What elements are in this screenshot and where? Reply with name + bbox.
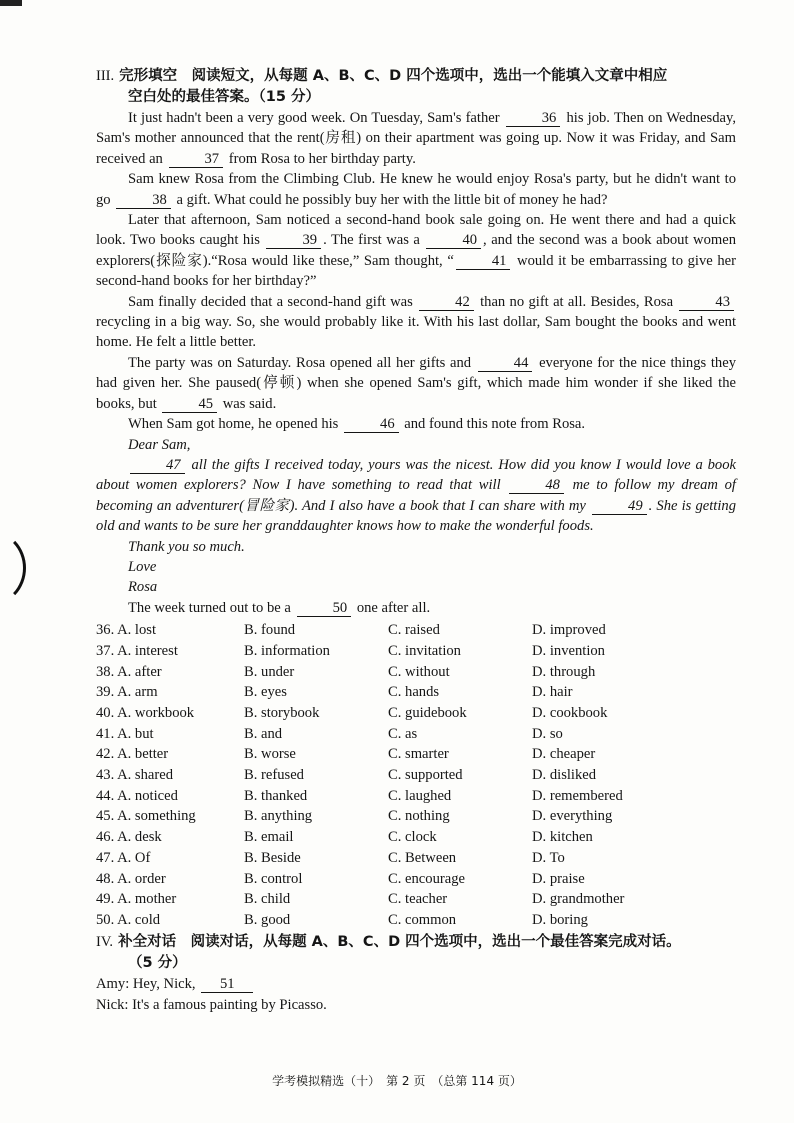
blank-44: 44 (478, 356, 533, 372)
option-b: B. email (244, 829, 294, 846)
letter-greeting: Dear Sam, (128, 436, 191, 453)
option-c: C. teacher (388, 891, 448, 908)
section-4-title-line1: 补全对话 阅读对话，从每题 A、B、C、D 四个选项中，选出一个最佳答案完成对话。 (113, 933, 681, 950)
answer-options (96, 620, 736, 931)
blank-43: 43 (679, 295, 734, 311)
option-row (96, 724, 736, 745)
page-footer: 学考模拟精选（十） 第 2 页 （总第 114 页） (272, 1074, 522, 1088)
option-a: 47. A. Of (96, 849, 151, 866)
option-row (96, 641, 736, 662)
paragraph-5 (96, 353, 736, 414)
text: would it be embarrassing to give her second-hand books for her birthday?” (96, 252, 736, 290)
dialog-line-nick: Nick: It's a famous painting by Picasso. (96, 996, 327, 1013)
text: . She is getting old and wants to be sure her granddaughter knows how to make the wonderful foods. (96, 497, 736, 535)
option-b: B. worse (244, 746, 296, 763)
option-b: B. anything (244, 808, 313, 825)
option-c: C. common (388, 912, 457, 928)
option-c: C. clock (388, 829, 437, 846)
option-row (96, 744, 736, 765)
text: was said. (222, 395, 277, 412)
option-d: D. so (532, 725, 563, 742)
option-b: B. under (244, 663, 295, 680)
paragraph-1 (96, 108, 736, 169)
letter-thanks: Thank you so much. (128, 538, 245, 555)
option-d: D. everything (532, 808, 613, 825)
option-row (96, 910, 736, 931)
blank-37: 37 (169, 152, 224, 168)
option-c: C. encourage (388, 870, 465, 887)
option-c: C. guidebook (388, 704, 467, 721)
letter-body (96, 455, 736, 537)
option-c: C. without (388, 663, 450, 680)
option-row (96, 786, 736, 807)
text: from Rosa to her birthday party. (228, 150, 416, 167)
option-a: 43. A. shared (96, 767, 174, 784)
option-d: D. remembered (532, 787, 623, 804)
text: The week turned out to be a (128, 599, 291, 616)
dialog (96, 974, 736, 1016)
option-a: 36. A. lost (96, 622, 157, 639)
option-a: 40. A. workbook (96, 704, 195, 721)
option-row (96, 662, 736, 683)
page-content (96, 66, 736, 1016)
option-a: 46. A. desk (96, 829, 162, 846)
text: The party was on Saturday. Rosa opened all her gifts and (128, 354, 472, 371)
option-c: C. hands (388, 684, 440, 701)
binding-bracket-mark (0, 530, 26, 606)
option-d: D. hair (532, 684, 573, 701)
section-3-heading (96, 66, 736, 108)
option-a: 38. A. after (96, 663, 162, 680)
option-a: 50. A. cold (96, 912, 161, 928)
paragraph-3 (96, 210, 736, 292)
blank-38: 38 (116, 193, 171, 209)
blank-42: 42 (419, 295, 474, 311)
option-b: B. and (244, 725, 283, 742)
option-c: C. Between (388, 849, 457, 866)
text: , and the second was a book about women explorers(探险家).“Rosa would like these,” Sam thought, “ (96, 232, 737, 269)
option-b: B. storybook (244, 704, 320, 721)
blank-51: 51 (201, 977, 253, 993)
text: his job. Then on Wednesday, Sam's mother announced that the rent(房租) on their apartment was going up. Now it was Friday, and Sam received an (96, 110, 737, 167)
option-b: B. eyes (244, 684, 287, 701)
section-3-title-line1: 完形填空 阅读短文，从每题 A、B、C、D 四个选项中，选出一个能填入文章中相应 (114, 68, 668, 84)
option-d: D. grandmother (532, 891, 625, 908)
option-b: B. found (244, 622, 296, 639)
option-b: B. control (244, 870, 303, 887)
option-d: D. boring (532, 912, 588, 928)
text: recycling in a big way. So, she would probably like it. With his last dollar, Sam bought the books and went home. He felt a little better. (96, 314, 736, 351)
option-row (96, 620, 736, 641)
option-c: C. laughed (388, 787, 452, 804)
option-a: 37. A. interest (96, 642, 178, 659)
blank-40: 40 (426, 233, 481, 249)
option-c: C. smarter (388, 746, 449, 763)
blank-39: 39 (266, 233, 321, 249)
option-c: C. supported (388, 767, 463, 784)
text: Sam knew Rosa from the Climbing Club. He knew he would enjoy Rosa's party, but he didn't want to go (96, 171, 736, 208)
blank-36: 36 (506, 111, 561, 127)
option-a: 42. A. better (96, 746, 169, 763)
option-d: D. praise (532, 870, 585, 887)
section-3-number: III. (96, 68, 115, 84)
option-d: D. invention (532, 642, 605, 659)
section-3-title-line2: 空白处的最佳答案。（15 分） (128, 89, 320, 105)
blank-45: 45 (162, 397, 217, 413)
dialog-line-amy (0, 974, 736, 995)
option-c: C. as (388, 725, 418, 742)
text: a gift. What could he possibly buy her with the little bit of money he had? (176, 191, 608, 208)
paragraph-2 (96, 169, 736, 210)
scan-edge-mark (0, 0, 22, 6)
text: all the gifts I received today, yours was the nicest. How did you know I would love a book about women explorers? Now I have something to read that will (96, 456, 736, 494)
text: than no gift at all. Besides, Rosa (480, 293, 674, 310)
blank-50: 50 (297, 601, 352, 617)
paragraph-7 (96, 598, 736, 618)
text: . The first was a (323, 232, 420, 249)
option-c: C. invitation (388, 642, 461, 659)
text: When Sam got home, he opened his (128, 416, 339, 433)
option-a: 49. A. mother (96, 891, 177, 908)
option-row (96, 869, 736, 890)
option-c: C. nothing (388, 808, 450, 825)
blank-41: 41 (456, 254, 511, 270)
option-b: B. information (244, 642, 330, 659)
option-a: 44. A. noticed (96, 787, 178, 804)
text: and found this note from Rosa. (404, 416, 586, 433)
option-c: C. raised (388, 622, 440, 639)
section-4-number: IV. (96, 933, 114, 950)
option-b: B. Beside (244, 849, 301, 866)
option-b: B. thanked (244, 787, 308, 804)
letter-closing: Love (128, 558, 157, 575)
section-4-heading (96, 932, 736, 974)
text: It just hadn't been a very good week. On Tuesday, Sam's father (128, 110, 500, 126)
option-row (96, 765, 736, 786)
option-row (96, 703, 736, 724)
blank-48: 48 (509, 478, 564, 494)
option-d: D. disliked (532, 767, 597, 784)
option-a: 39. A. arm (96, 684, 158, 701)
option-d: D. improved (532, 622, 606, 639)
blank-49: 49 (592, 499, 647, 515)
option-a: 48. A. order (96, 870, 166, 887)
option-row (96, 827, 736, 848)
text: one after all. (356, 599, 431, 616)
section-4-title-line2: （5 分） (128, 954, 187, 971)
text: Later that afternoon, Sam noticed a second-hand book sale going on. He went there and had a quick look. Two books caught his (96, 212, 736, 249)
option-row (96, 848, 736, 869)
letter-signature: Rosa (128, 579, 158, 596)
blank-47: 47 (130, 458, 185, 474)
paragraph-4 (96, 292, 736, 353)
option-a: 41. A. but (96, 725, 154, 742)
option-row (96, 682, 736, 703)
option-a: 45. A. something (96, 808, 196, 825)
option-d: D. cookbook (532, 704, 608, 721)
blank-46: 46 (344, 417, 399, 433)
option-b: B. good (244, 912, 291, 928)
option-row (96, 889, 736, 910)
option-row (96, 806, 736, 827)
paragraph-6 (96, 414, 736, 434)
option-d: D. through (532, 663, 596, 680)
option-d: D. To (532, 849, 565, 866)
option-d: D. kitchen (532, 829, 593, 846)
text: me to follow my dream of becoming an adventurer(冒险家). And I also have a book that I can share with my (96, 477, 736, 514)
text: everyone for the nice things they had given her. She paused(停顿) when she opened Sam's gift, which made him wonder if she liked the books, but (96, 354, 736, 412)
speaker-line: Amy: Hey, Nick, (96, 975, 196, 992)
option-b: B. refused (244, 767, 304, 784)
text: Sam finally decided that a second-hand gift was (128, 293, 413, 310)
option-d: D. cheaper (532, 746, 596, 763)
option-b: B. child (244, 891, 291, 908)
